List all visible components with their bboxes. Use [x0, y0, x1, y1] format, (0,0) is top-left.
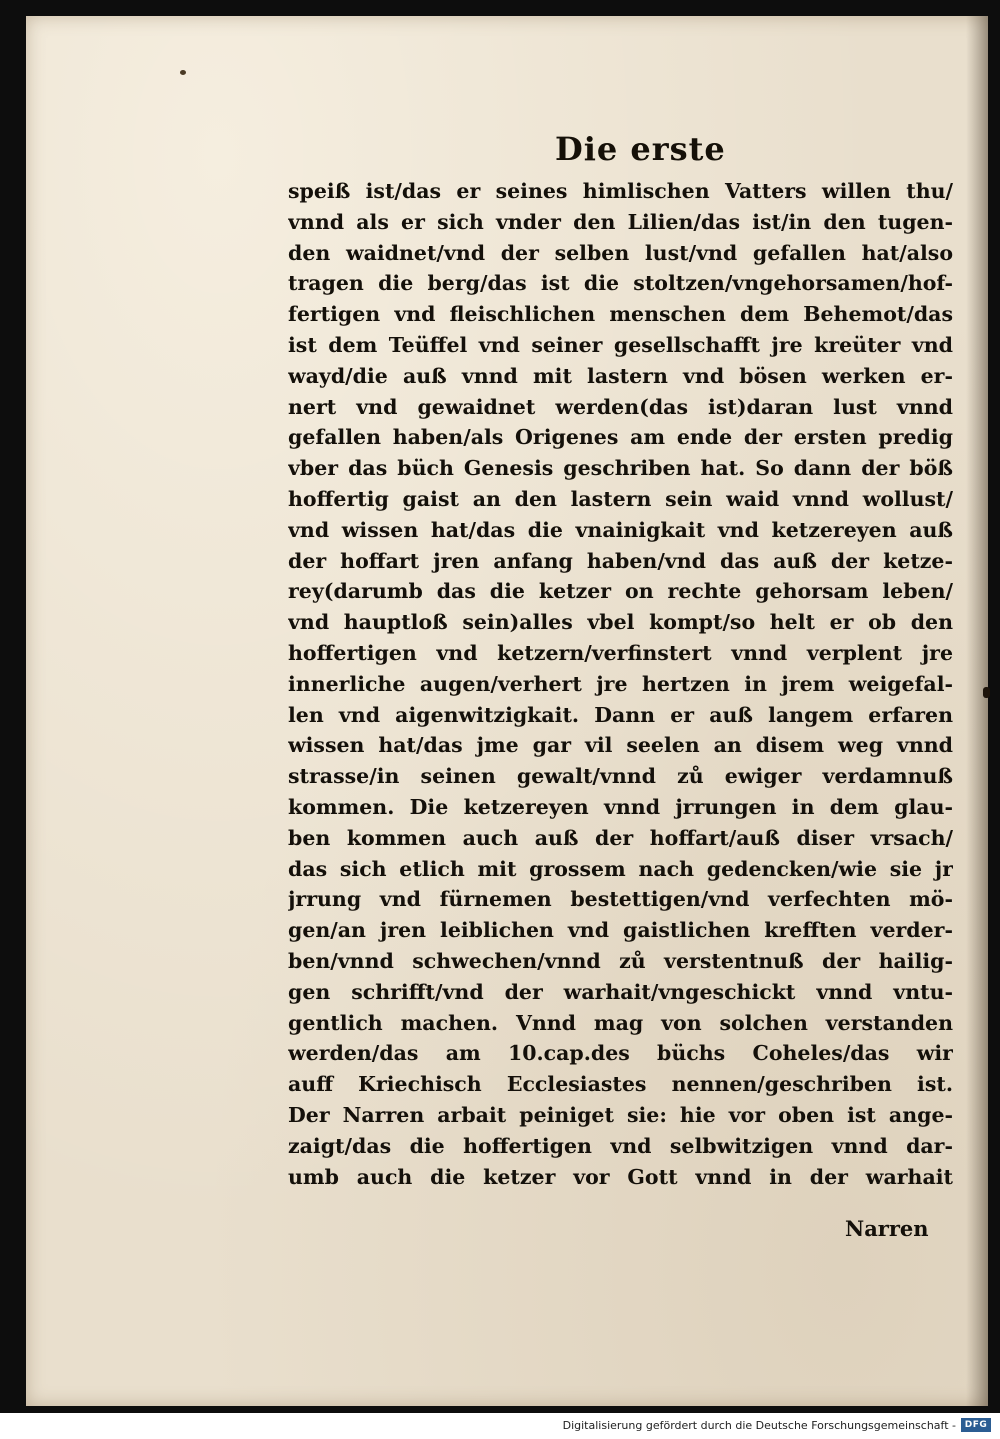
text-line: gen/an jren leiblichen vnd gaistlichen krefften verder-	[288, 918, 953, 943]
text-line: ben/vnnd schwechen/vnnd zů verstentnuß der hailig-	[288, 948, 953, 973]
dfg-logo: DFG	[961, 1418, 991, 1432]
text-line: zaigt/das die hoffertigen vnd selbwitzigen vnnd dar-	[288, 1133, 953, 1158]
running-head: Die erste	[555, 130, 726, 168]
text-line: werden/das am 10.cap.des büchs Coheles/das wir	[288, 1041, 953, 1066]
text-line: fertigen vnd fleischlichen menschen dem Behemot/das	[288, 302, 953, 327]
text-line: innerliche augen/verhert jre hertzen in jrem weigefal-	[288, 671, 953, 696]
text-line: gen schrifft/vnd der warhait/vngeschickt vnnd vntu-	[288, 979, 953, 1004]
text-line: den waidnet/vnd der selben lust/vnd gefallen hat/also	[288, 240, 953, 265]
text-line: kommen. Die ketzereyen vnnd jrrungen in dem glau-	[288, 794, 953, 819]
text-line: vnd hauptloß sein)alles vbel kompt/so helt er ob den	[288, 610, 953, 635]
digitization-credit: Digitalisierung gefördert durch die Deutsche Forschungsgemeinschaft -	[562, 1419, 956, 1432]
text-line: der hoffart jren anfang haben/vnd das auß der ketze-	[288, 548, 953, 573]
text-line: nert vnd gewaidnet werden(das ist)daran lust vnnd	[288, 394, 953, 419]
text-line: hoffertigen vnd ketzern/verfinstert vnnd verplent jre	[288, 640, 953, 665]
catchword: Narren	[845, 1216, 929, 1241]
text-line: wissen hat/das jme gar vil seelen an disem weg vnnd	[288, 733, 953, 758]
text-line: auff Kriechisch Ecclesiastes nennen/geschriben ist.	[288, 1072, 953, 1097]
gutter-shadow	[966, 16, 988, 1406]
text-line: rey(darumb das die ketzer on rechte gehorsam leben/	[288, 579, 953, 604]
text-line: umb auch die ketzer vor Gott vnnd in der warhait	[288, 1164, 953, 1189]
text-line: len vnd aigenwitzigkait. Dann er auß langem erfaren	[288, 702, 953, 727]
text-line: vber das büch Genesis geschriben hat. So dann der böß	[288, 456, 953, 481]
text-line: gentlich machen. Vnnd mag von solchen verstanden	[288, 1010, 953, 1035]
text-line: gefallen haben/als Origenes am ende der ersten predig	[288, 425, 953, 450]
ink-spot	[180, 70, 186, 75]
text-line: speiß ist/das er seines himlischen Vatters willen thu/	[288, 179, 953, 203]
text-line: ist dem Teüffel vnd seiner gesellschafft jre kreüter vnd	[288, 332, 953, 357]
text-line: das sich etlich mit grossem nach gedencken/wie sie jr	[288, 856, 953, 881]
body-text	[288, 176, 953, 1192]
text-line: strasse/in seinen gewalt/vnnd zů ewiger verdamnuß	[288, 764, 953, 789]
text-line: tragen die berg/das ist die stoltzen/vngehorsamen/hof-	[288, 271, 953, 296]
text-line: ben kommen auch auß der hoffart/auß diser vrsach/	[288, 825, 953, 850]
text-line: vnnd als er sich vnder den Lilien/das ist/in den tugen-	[288, 209, 953, 234]
ink-spot	[983, 687, 990, 698]
text-line: vnd wissen hat/das die vnainigkait vnd ketzereyen auß	[288, 517, 953, 542]
text-line: wayd/die auß vnnd mit lastern vnd bösen werken er-	[288, 363, 953, 388]
text-line: jrrung vnd fürnemen bestettigen/vnd verfechten mö-	[288, 887, 953, 912]
text-line: Der Narren arbait peiniget sie: hie vor oben ist ange-	[288, 1102, 953, 1127]
text-line: hoffertig gaist an den lastern sein waid vnnd wollust/	[288, 486, 953, 511]
